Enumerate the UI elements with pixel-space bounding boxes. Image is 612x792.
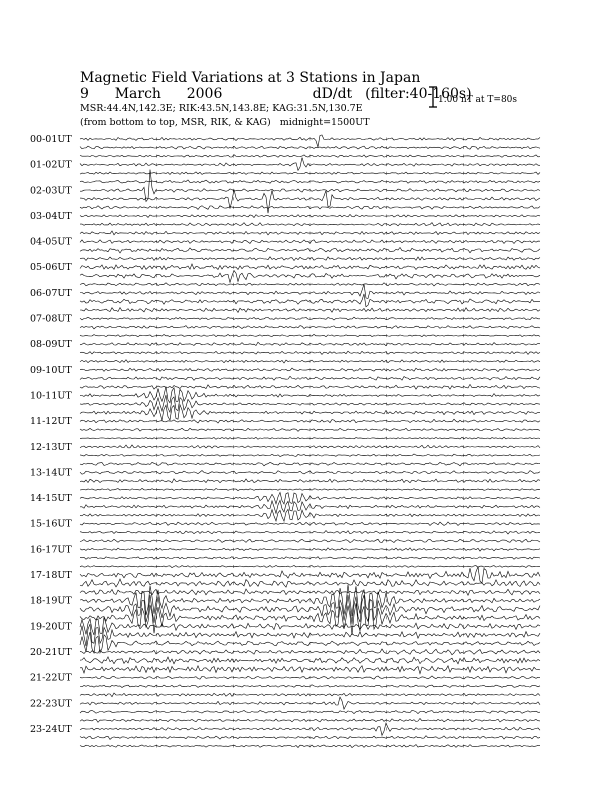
- hour-label: 12-13UT: [30, 441, 72, 453]
- hour-label: 11-12UT: [30, 416, 72, 428]
- trace-02-03UT-RIK: [80, 190, 540, 214]
- trace-00-01UT-KAG: [80, 135, 540, 147]
- hour-label: 03-04UT: [30, 210, 72, 222]
- hour-label: 20-21UT: [30, 647, 72, 658]
- hour-label: 13-14UT: [30, 467, 72, 479]
- date-filter-line: 9 March 2006 dD/dt (filter:40-160s): [80, 86, 472, 102]
- hour-label: 01-02UT: [30, 159, 72, 171]
- hour-label: 14-15UT: [30, 493, 72, 505]
- hour-label: 22-23UT: [30, 698, 72, 710]
- hour-label: 17-18UT: [30, 570, 72, 581]
- trace-06-07UT-KAG: [80, 284, 540, 298]
- hour-label: 16-17UT: [30, 544, 72, 556]
- hour-label: 21-22UT: [30, 672, 72, 684]
- hour-label: 18-19UT: [30, 595, 72, 607]
- hour-label: 10-11UT: [30, 390, 72, 402]
- hour-label: 08-09UT: [30, 339, 72, 351]
- chart-title: Magnetic Field Variations at 3 Stations in Japan: [80, 70, 421, 86]
- hour-label: 19-20UT: [30, 621, 72, 633]
- hour-label: 23-24UT: [30, 723, 72, 735]
- station-coordinates: MSR:44.4N,142.3E; RIK:43.5N,143.8E; KAG:31.5N,130.7E: [80, 103, 363, 114]
- hour-label: 00-01UT: [30, 134, 72, 145]
- station-order-note: (from bottom to top, MSR, RIK, & KAG) midnight=1500UT: [80, 117, 370, 128]
- hour-label: 06-07UT: [30, 287, 72, 299]
- hour-label: 07-08UT: [30, 313, 72, 325]
- hour-label: 02-03UT: [30, 185, 72, 197]
- hour-label: 05-06UT: [30, 262, 72, 274]
- scale-label: 1.00 nT at T=80s: [438, 95, 518, 105]
- hour-label: 15-16UT: [30, 518, 72, 530]
- hour-label: 09-10UT: [30, 364, 72, 376]
- hour-label: 04-05UT: [30, 236, 72, 248]
